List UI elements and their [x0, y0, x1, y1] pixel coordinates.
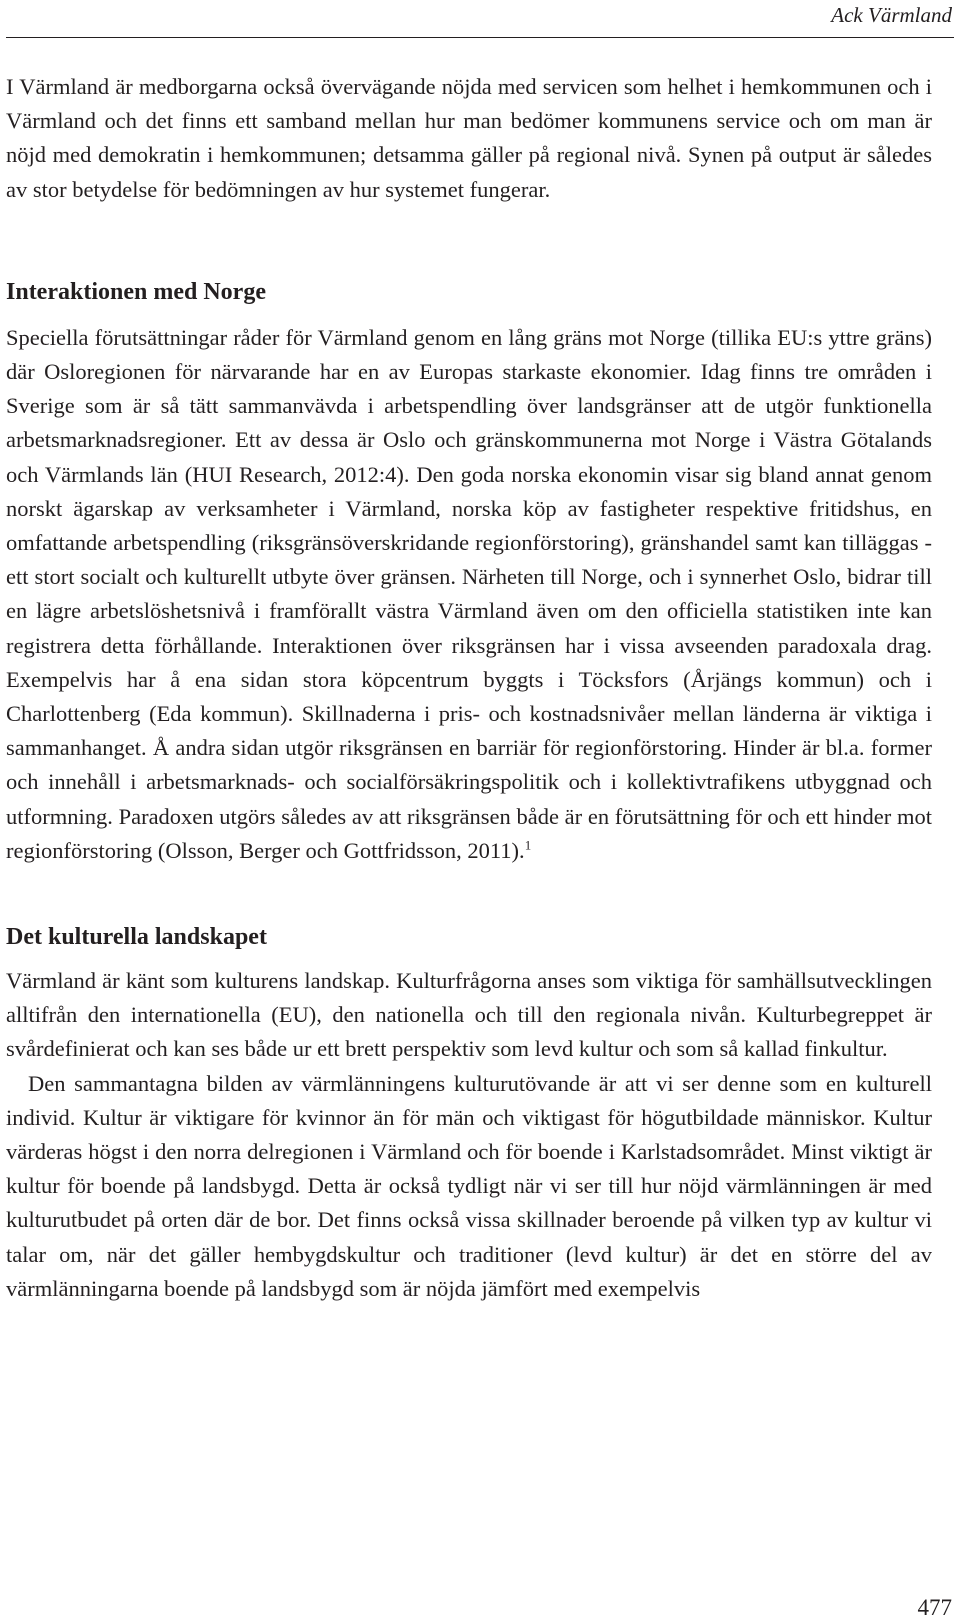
page-number: 477 [917, 1595, 952, 1620]
page-body [6, 70, 932, 1306]
section-heading-kultur: Det kulturella landskapet [6, 924, 267, 951]
running-header: Ack Värmland [831, 3, 952, 27]
section-norge-text: Speciella förutsättningar råder för Värmland genom en lång gräns mot Norge (tillika EU:s yttre gräns) där Osloregionen för närvarande har en av Europas starkaste ekonomier. Idag finns tre områden i Sverige som är så tätt sammanvävda i arbetspendling över landsgränser att de utgör funktionella arbetsmarknadsregioner. Ett av dessa är Oslo och gränskommunerna mot Norge i Västra Götalands och Värmlands län (HUI Research, 2012:4). Den goda norska ekonomin visar sig bland annat genom norskt ägarskap av verksamheter i Värmland, norska köp av fastigheter respektive fritidshus, en omfattande arbetspendling (riksgränsöverskridande regionförstoring), gränshandel samt kan tilläggas - ett stort socialt och kulturellt utbyte över gränsen. Närheten till Norge, och i synnerhet Oslo, bidrar till en lägre arbetslöshetsnivå i framförallt västra Värmland även om den officiella statistiken inte kan registrera detta förhållande. Interaktionen över riksgränsen har i vissa avseenden paradoxala drag. Exempelvis har å ena sidan stora köpcentrum byggts i Töcksfors (Årjängs kommun) och i Charlottenberg (Eda kommun). Skillnaderna i pris- och kostnadsnivåer mellan länderna är viktiga i sammanhanget. Å andra sidan utgör riksgränsen en barriär för regionförstoring. Hinder är bl.a. former och innehåll i arbetsmarknads- och socialförsäkringspolitik och i kollektivtrafikens utbyggnad och utformning. Paradoxen utgörs således av att riksgränsen både är en förutsättning för och ett hinder mot regionförstoring (Olsson, Berger och Gottfridsson, 2011). [6, 324, 932, 863]
section-kultur-paragraph-2: Den sammantagna bilden av värmlänningens kulturutövande är att vi ser denne som en kulturell individ. Kultur är viktigare för kvinnor än för män och viktigast för högutbildade människor. Kultur värderas högst i den norra delregionen i Värmland och för boende i Karlstadsområdet. Minst viktigt är kultur för boende på landsbygd. Detta är också tydligt när vi ser till hur nöjd värmlänningen är med kulturutbudet på orten där de bor. Det finns också vissa skillnader beroende på vilken typ av kultur vi talar om, när det gäller hembygdskultur och traditioner (levd kultur) är det en större del av värmlänningarna boende på landsbygd som är nöjda jämfört med exempelvis [6, 1070, 932, 1301]
section-heading-norge: Interaktionen med Norge [6, 278, 266, 305]
intro-paragraph: I Värmland är medborgarna också övervägande nöjda med servicen som helhet i hemkommunen och i Värmland och det finns ett samband mellan hur man bedömer kommunens service och om man är nöjd med demokratin i hemkommunen; detsamma gäller på regional nivå. Synen på output är således av stor betydelse för bedömningen av hur systemet fungerar. [6, 74, 932, 202]
section-kultur-paragraph-1: Värmland är känt som kulturens landskap. Kulturfrågorna anses som viktiga för samhällsutvecklingen alltifrån den internationella (EU), den nationella och till den regionala nivån. Kulturbegreppet är svårdefinierat och kan ses både ur ett brett perspektiv som levd kultur och som så kallad finkultur. [6, 968, 932, 1062]
header-rule [6, 37, 954, 38]
section-norge-paragraph [6, 321, 932, 868]
footnote-marker[interactable]: 1 [524, 837, 532, 853]
